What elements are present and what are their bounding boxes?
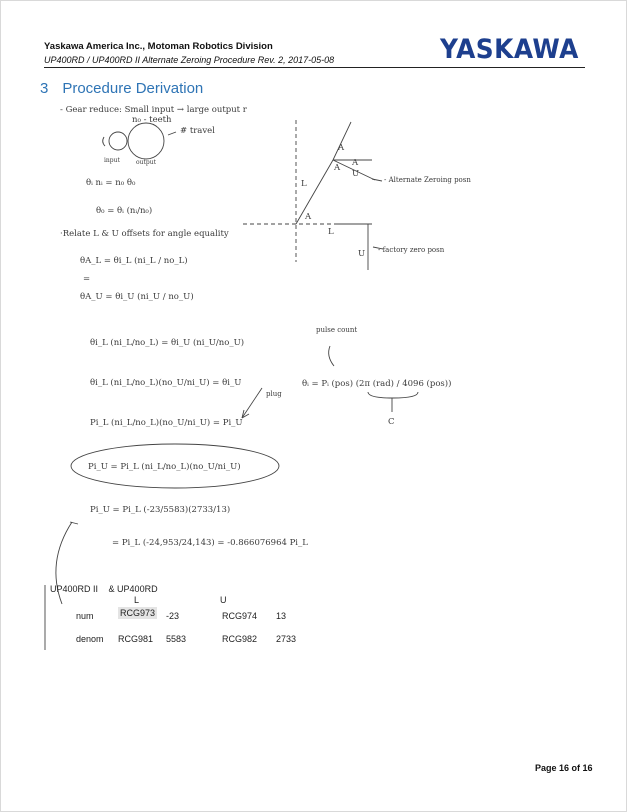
note-pulse-count: pulse count xyxy=(316,326,358,334)
eq-pulse: θᵢ = Pᵢ (pos) (2π (rad) / 4096 (pos)) xyxy=(302,379,452,389)
eq-theta-o: θ₀ = θᵢ (nᵢ/n₀) xyxy=(96,206,153,216)
col-header-U: U xyxy=(220,595,227,605)
header-company: Yaskawa America Inc., Motoman Robotics Division xyxy=(44,41,273,52)
row-denom-L-part: RCG981 xyxy=(118,634,154,644)
label-A-low: A xyxy=(334,163,341,173)
header-document-title: UP400RD / UP400RD II Alternate Zeroing Procedure Rev. 2, 2017-05-08 xyxy=(44,55,335,65)
note-input: input xyxy=(104,157,120,164)
row-denom-U-part: RCG982 xyxy=(222,634,258,644)
note-factory-zero: - factory zero posn xyxy=(378,246,445,254)
label-A-base: A xyxy=(305,212,312,222)
page-number: Page 16 of 16 xyxy=(535,763,593,773)
note-teeth: n₀ - teeth xyxy=(132,115,172,125)
yaskawa-logo: YASKAWA xyxy=(440,34,579,65)
eq-6: = Pi_L (-24,953/24,143) = -0.866076964 Pi_L xyxy=(112,538,308,548)
table-title-hand: UP400RD II xyxy=(50,584,99,594)
eq-2: θi_L (ni_L/no_L)(no_U/ni_U) = θi_U xyxy=(90,378,242,388)
row-num-L-part xyxy=(118,608,157,618)
row-num-U-part: RCG974 xyxy=(222,611,258,621)
table-title xyxy=(50,584,158,594)
label-L-horiz: L xyxy=(328,227,334,237)
note-plug: plug xyxy=(266,390,282,398)
row-denom-label: denom xyxy=(76,634,104,644)
col-header-L: L xyxy=(134,595,140,605)
input-gear-shape xyxy=(109,132,127,150)
eq-1: θi_L (ni_L/no_L) = θi_U (ni_U/no_U) xyxy=(90,338,245,348)
row-num-U-val: 13 xyxy=(276,611,287,621)
label-A-top: A xyxy=(338,143,345,153)
note-gear-reduce: - Gear reduce: Small input → large output r xyxy=(60,105,247,115)
eq-aU: θA_U = θi_U (ni_U / no_U) xyxy=(80,292,194,302)
section-number: 3 xyxy=(40,80,49,97)
output-gear-shape xyxy=(128,123,164,159)
section-title: Procedure Derivation xyxy=(62,80,204,97)
eq-equal: = xyxy=(83,274,91,284)
eq-5: Pi_U = Pi_L (-23/5583)(2733/13) xyxy=(90,505,231,515)
note-travel: # travel xyxy=(180,126,215,136)
arm-L-line xyxy=(296,160,333,224)
row-denom-U-val: 2733 xyxy=(276,634,297,644)
eq-3: Pi_L (ni_L/no_L)(no_U/ni_U) = Pi_U xyxy=(90,418,243,428)
note-output: output xyxy=(136,159,157,166)
row-denom-L-val: 5583 xyxy=(166,634,187,644)
eq-4: Pi_U = Pi_L (ni_L/no_L)(no_U/ni_U) xyxy=(88,462,241,472)
note-relate: ·Relate L & U offsets for angle equality xyxy=(60,229,229,239)
table-title-typed: & UP400RD xyxy=(108,584,158,594)
eq-gear: θᵢ nᵢ = n₀ θ₀ xyxy=(86,178,136,188)
label-U-arm: U xyxy=(352,169,360,179)
row-num-L-part-text: RCG973 xyxy=(120,608,156,618)
label-L-arm: L xyxy=(301,179,307,189)
note-alt-zero: - Alternate Zeroing posn xyxy=(384,176,471,184)
eq-aL: θA_L = θi_L (ni_L / no_L) xyxy=(80,256,188,266)
label-A-mid: A xyxy=(352,158,359,168)
label-c: C xyxy=(388,417,395,427)
row-num-L-val: -23 xyxy=(166,611,180,621)
row-num-label: num xyxy=(76,611,94,621)
label-U-vert: U xyxy=(358,249,366,259)
